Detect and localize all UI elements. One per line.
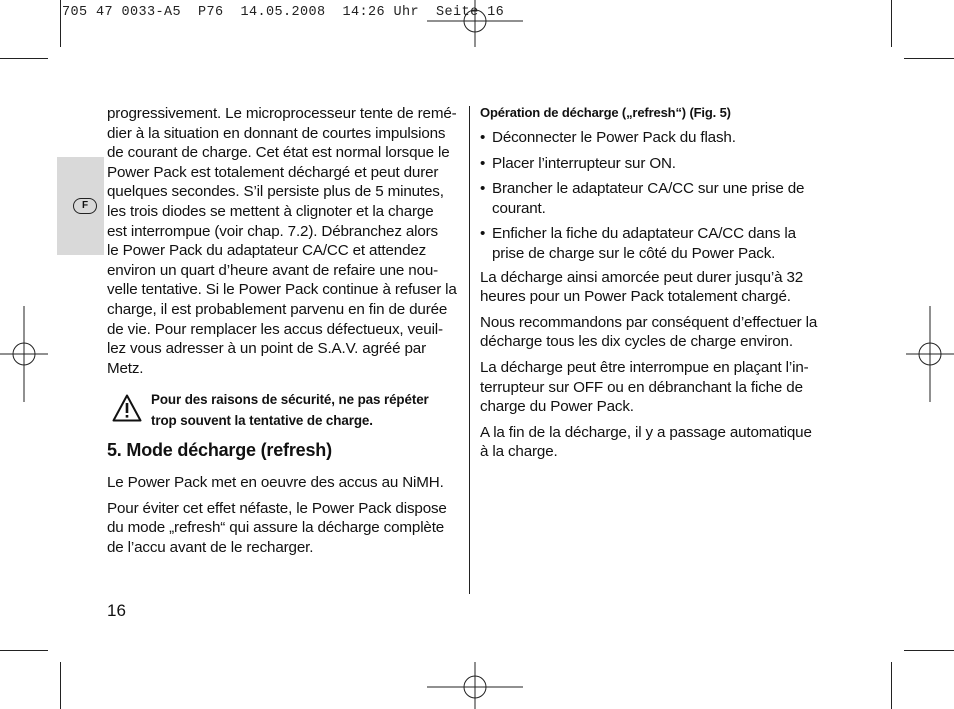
- crop-mark: [0, 58, 48, 59]
- crop-mark: [0, 650, 48, 651]
- paragraph: La décharge ainsi amorcée peut durer jusqu’à 32 heures pour un Power Pack totalement chargé.: [480, 268, 804, 306]
- language-badge: F: [73, 198, 97, 214]
- crop-mark: [904, 650, 954, 651]
- bullet-glyph: •: [480, 129, 486, 146]
- registration-mark-bottom: [427, 662, 527, 709]
- safety-warning: Pour des raisons de sécurité, ne pas répéter trop souvent la tentative de charge.: [151, 392, 429, 428]
- paragraph: A la fin de la décharge, il y a passage automatique à la charge.: [480, 423, 812, 461]
- registration-mark-left: [0, 306, 48, 406]
- section-title: 5. Mode décharge (refresh): [107, 440, 332, 460]
- subheading: Opération de décharge („refresh“) (Fig. 5): [480, 105, 731, 120]
- paragraph: La décharge peut être interrompue en plaçant l’in- terrupteur sur OFF ou en débranchant la fiche de charge du Power Pack.: [480, 358, 809, 416]
- crop-mark: [891, 662, 892, 709]
- crop-mark: [904, 58, 954, 59]
- warning-icon: [112, 394, 142, 422]
- right-column: [480, 104, 840, 466]
- left-section-body: Le Power Pack met en oeuvre des accus au NiMH. Pour éviter cet effet néfaste, le Power Pack dispose du mode „refresh“ qui assure la décharge complète de l’accu avant de le recharger.: [107, 474, 447, 556]
- paragraph: Nous recommandons par conséquent d’effectuer la décharge tous les dix cycles de charge environ.: [480, 313, 818, 351]
- crop-mark: [60, 662, 61, 709]
- registration-mark-right: [906, 306, 954, 406]
- registration-mark-top: [427, 0, 527, 47]
- bullet-glyph: •: [480, 180, 486, 198]
- column-divider: [469, 106, 470, 594]
- list-item: • Déconnecter le Power Pack du flash.: [480, 129, 736, 146]
- page-number: 16: [107, 601, 126, 620]
- list-item: • Placer l’interrupteur sur ON.: [480, 154, 676, 172]
- bullet-glyph: •: [480, 154, 486, 172]
- list-item: • Brancher le adaptateur CA/CC sur une prise de courant.: [480, 180, 805, 217]
- list-item: • Enficher la fiche du adaptateur CA/CC dans la prise de charge sur le côté du Power Pack.: [480, 225, 796, 262]
- bullet-glyph: •: [480, 225, 486, 243]
- crop-mark: [891, 0, 892, 47]
- crop-mark: [60, 0, 61, 47]
- print-slug-header: 705 47 0033-A5 P76 14.05.2008 14:26 Uhr Seite 16: [62, 5, 505, 20]
- language-tab: [57, 157, 104, 255]
- left-paragraph: progressivement. Le microprocesseur tente de remé- dier à la situation en donnant de courtes impulsions de courant de charge. Cet état est normal lorsque le Power Pack est totalement déchargé et peut durer quelques secondes. S’il persiste plus de 5 minutes, les trois diodes se mettent à clignoter et la charge est interrompue (voir chap. 7.2). Débranchez alors le Power Pack du adaptateur CA/CC et attendez environ un quart d’heure avant de refaire une nou- velle tentative. Si le Power Pack continue à refuser la charge, il est probablement parvenu en fin de durée de vie. Pour remplacer les accus défectueux, veuil- lez vous adresser à un point de S.A.V. agréé par Metz.: [107, 105, 457, 377]
